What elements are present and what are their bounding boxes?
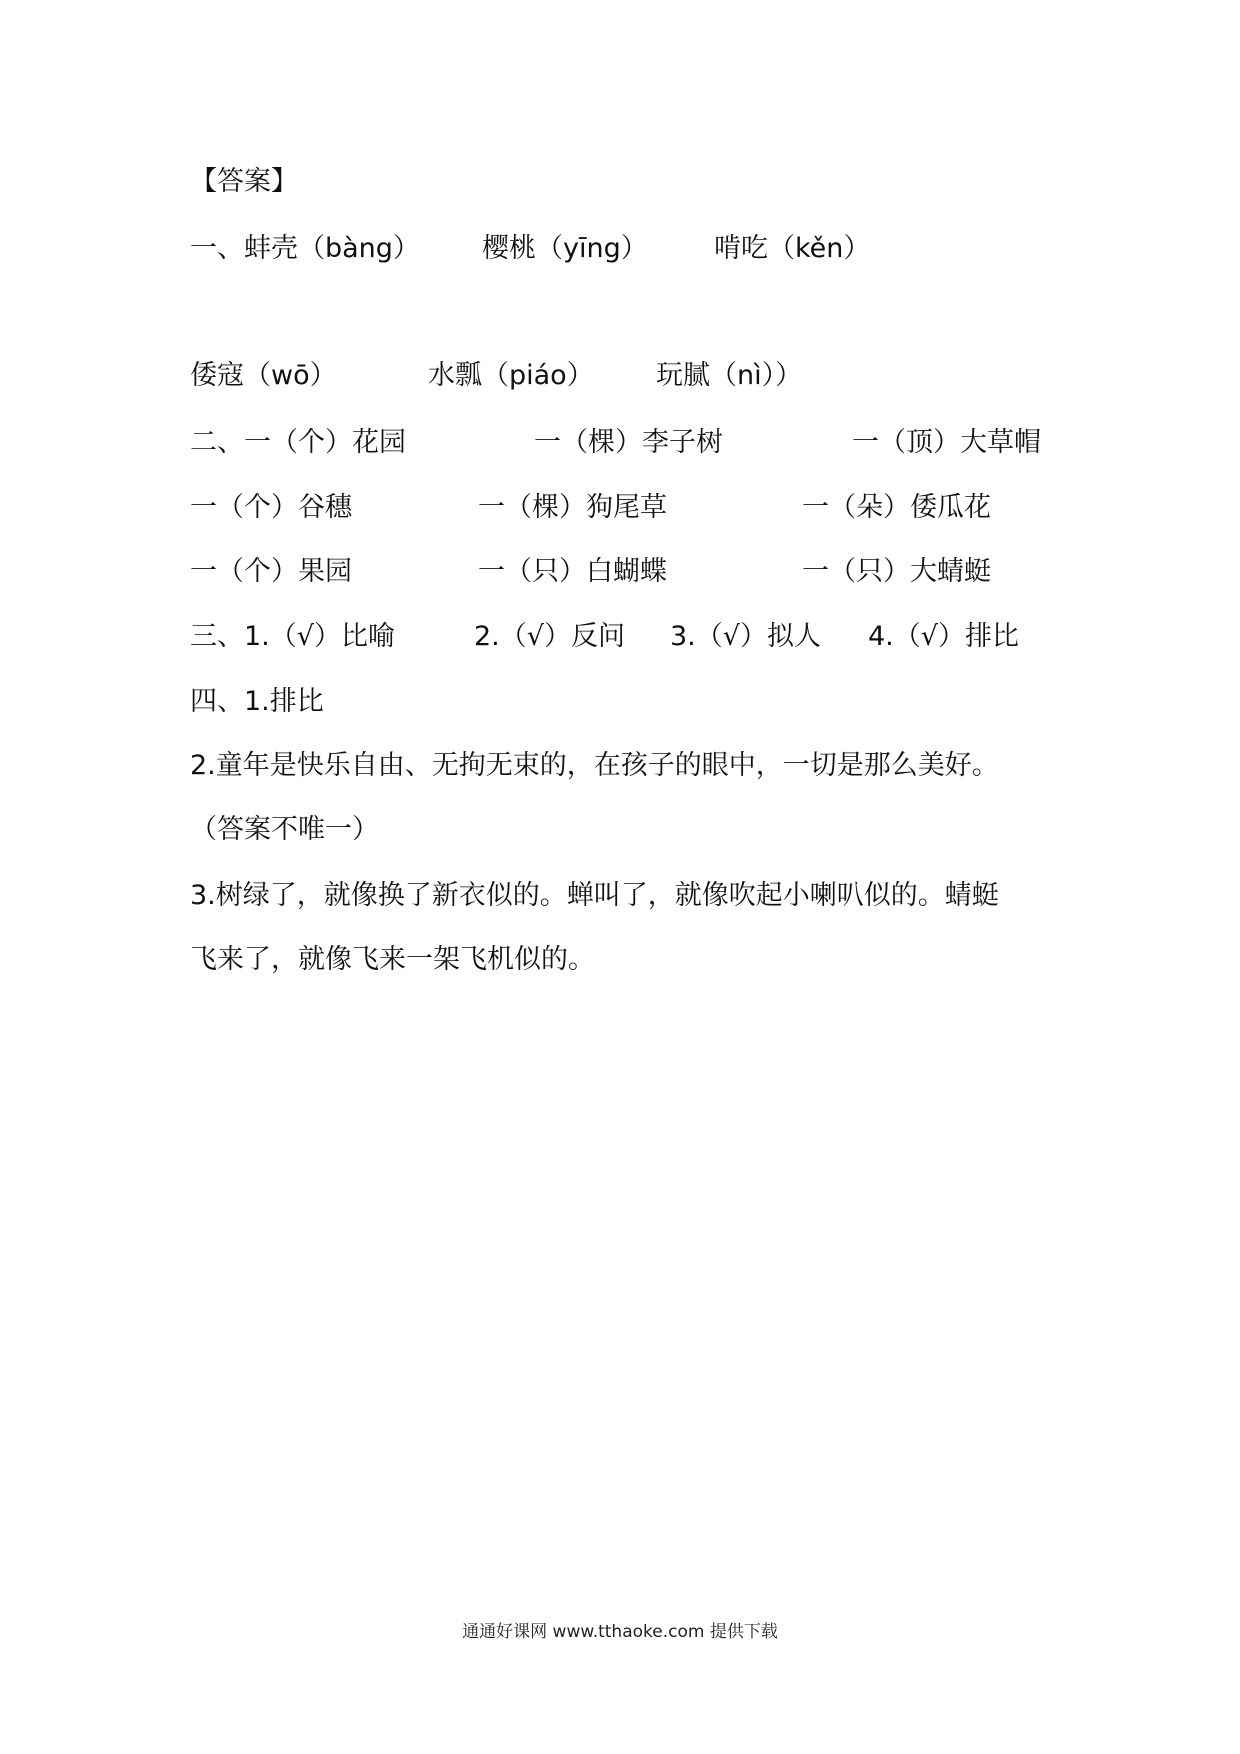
- measure-word-item: 一（只）大蜻蜓: [802, 556, 991, 587]
- measure-word-item: 一（只）白蝴蝶: [478, 556, 667, 587]
- section4-item3-line1: 3.树绿了，就像换了新衣似的。蝉叫了，就像吹起小喇叭似的。蜻蜓: [190, 880, 999, 911]
- section4-item2: 2.童年是快乐自由、无拘无束的，在孩子的眼中，一切是那么美好。: [190, 750, 999, 781]
- measure-word-item: 二、一（个）花园: [190, 427, 406, 458]
- answer-heading: 【答案】: [190, 166, 298, 197]
- measure-word-item: 一（朵）倭瓜花: [802, 492, 991, 523]
- section4-item3-line2: 飞来了，就像飞来一架飞机似的。: [190, 944, 595, 975]
- pinyin-item: 水瓢（piáo）: [428, 360, 594, 391]
- pinyin-item: 啃吃（kěn）: [714, 233, 871, 264]
- measure-word-item: 一（棵）狗尾草: [478, 492, 667, 523]
- measure-word-item: 一（顶）大草帽: [852, 427, 1041, 458]
- page-footer: 通通好课网 www.tthaoke.com 提供下载: [462, 1622, 778, 1642]
- pinyin-item: 倭寇（wō）: [190, 360, 337, 391]
- pinyin-item: 樱桃（yīng）: [482, 233, 648, 264]
- rhetoric-item: 三、1.（√）比喻: [190, 621, 395, 652]
- measure-word-item: 一（个）谷穗: [190, 492, 352, 523]
- pinyin-item: 玩腻（nì））: [656, 360, 803, 391]
- measure-word-item: 一（棵）李子树: [534, 427, 723, 458]
- measure-word-item: 一（个）果园: [190, 556, 352, 587]
- section4-item2-note: （答案不唯一）: [190, 814, 379, 845]
- pinyin-item: 一、蚌壳（bàng）: [190, 233, 420, 264]
- rhetoric-item: 4.（√）排比: [868, 621, 1019, 652]
- section4-item1: 四、1.排比: [190, 686, 324, 717]
- rhetoric-item: 2.（√）反问: [474, 621, 625, 652]
- rhetoric-item: 3.（√）拟人: [670, 621, 821, 652]
